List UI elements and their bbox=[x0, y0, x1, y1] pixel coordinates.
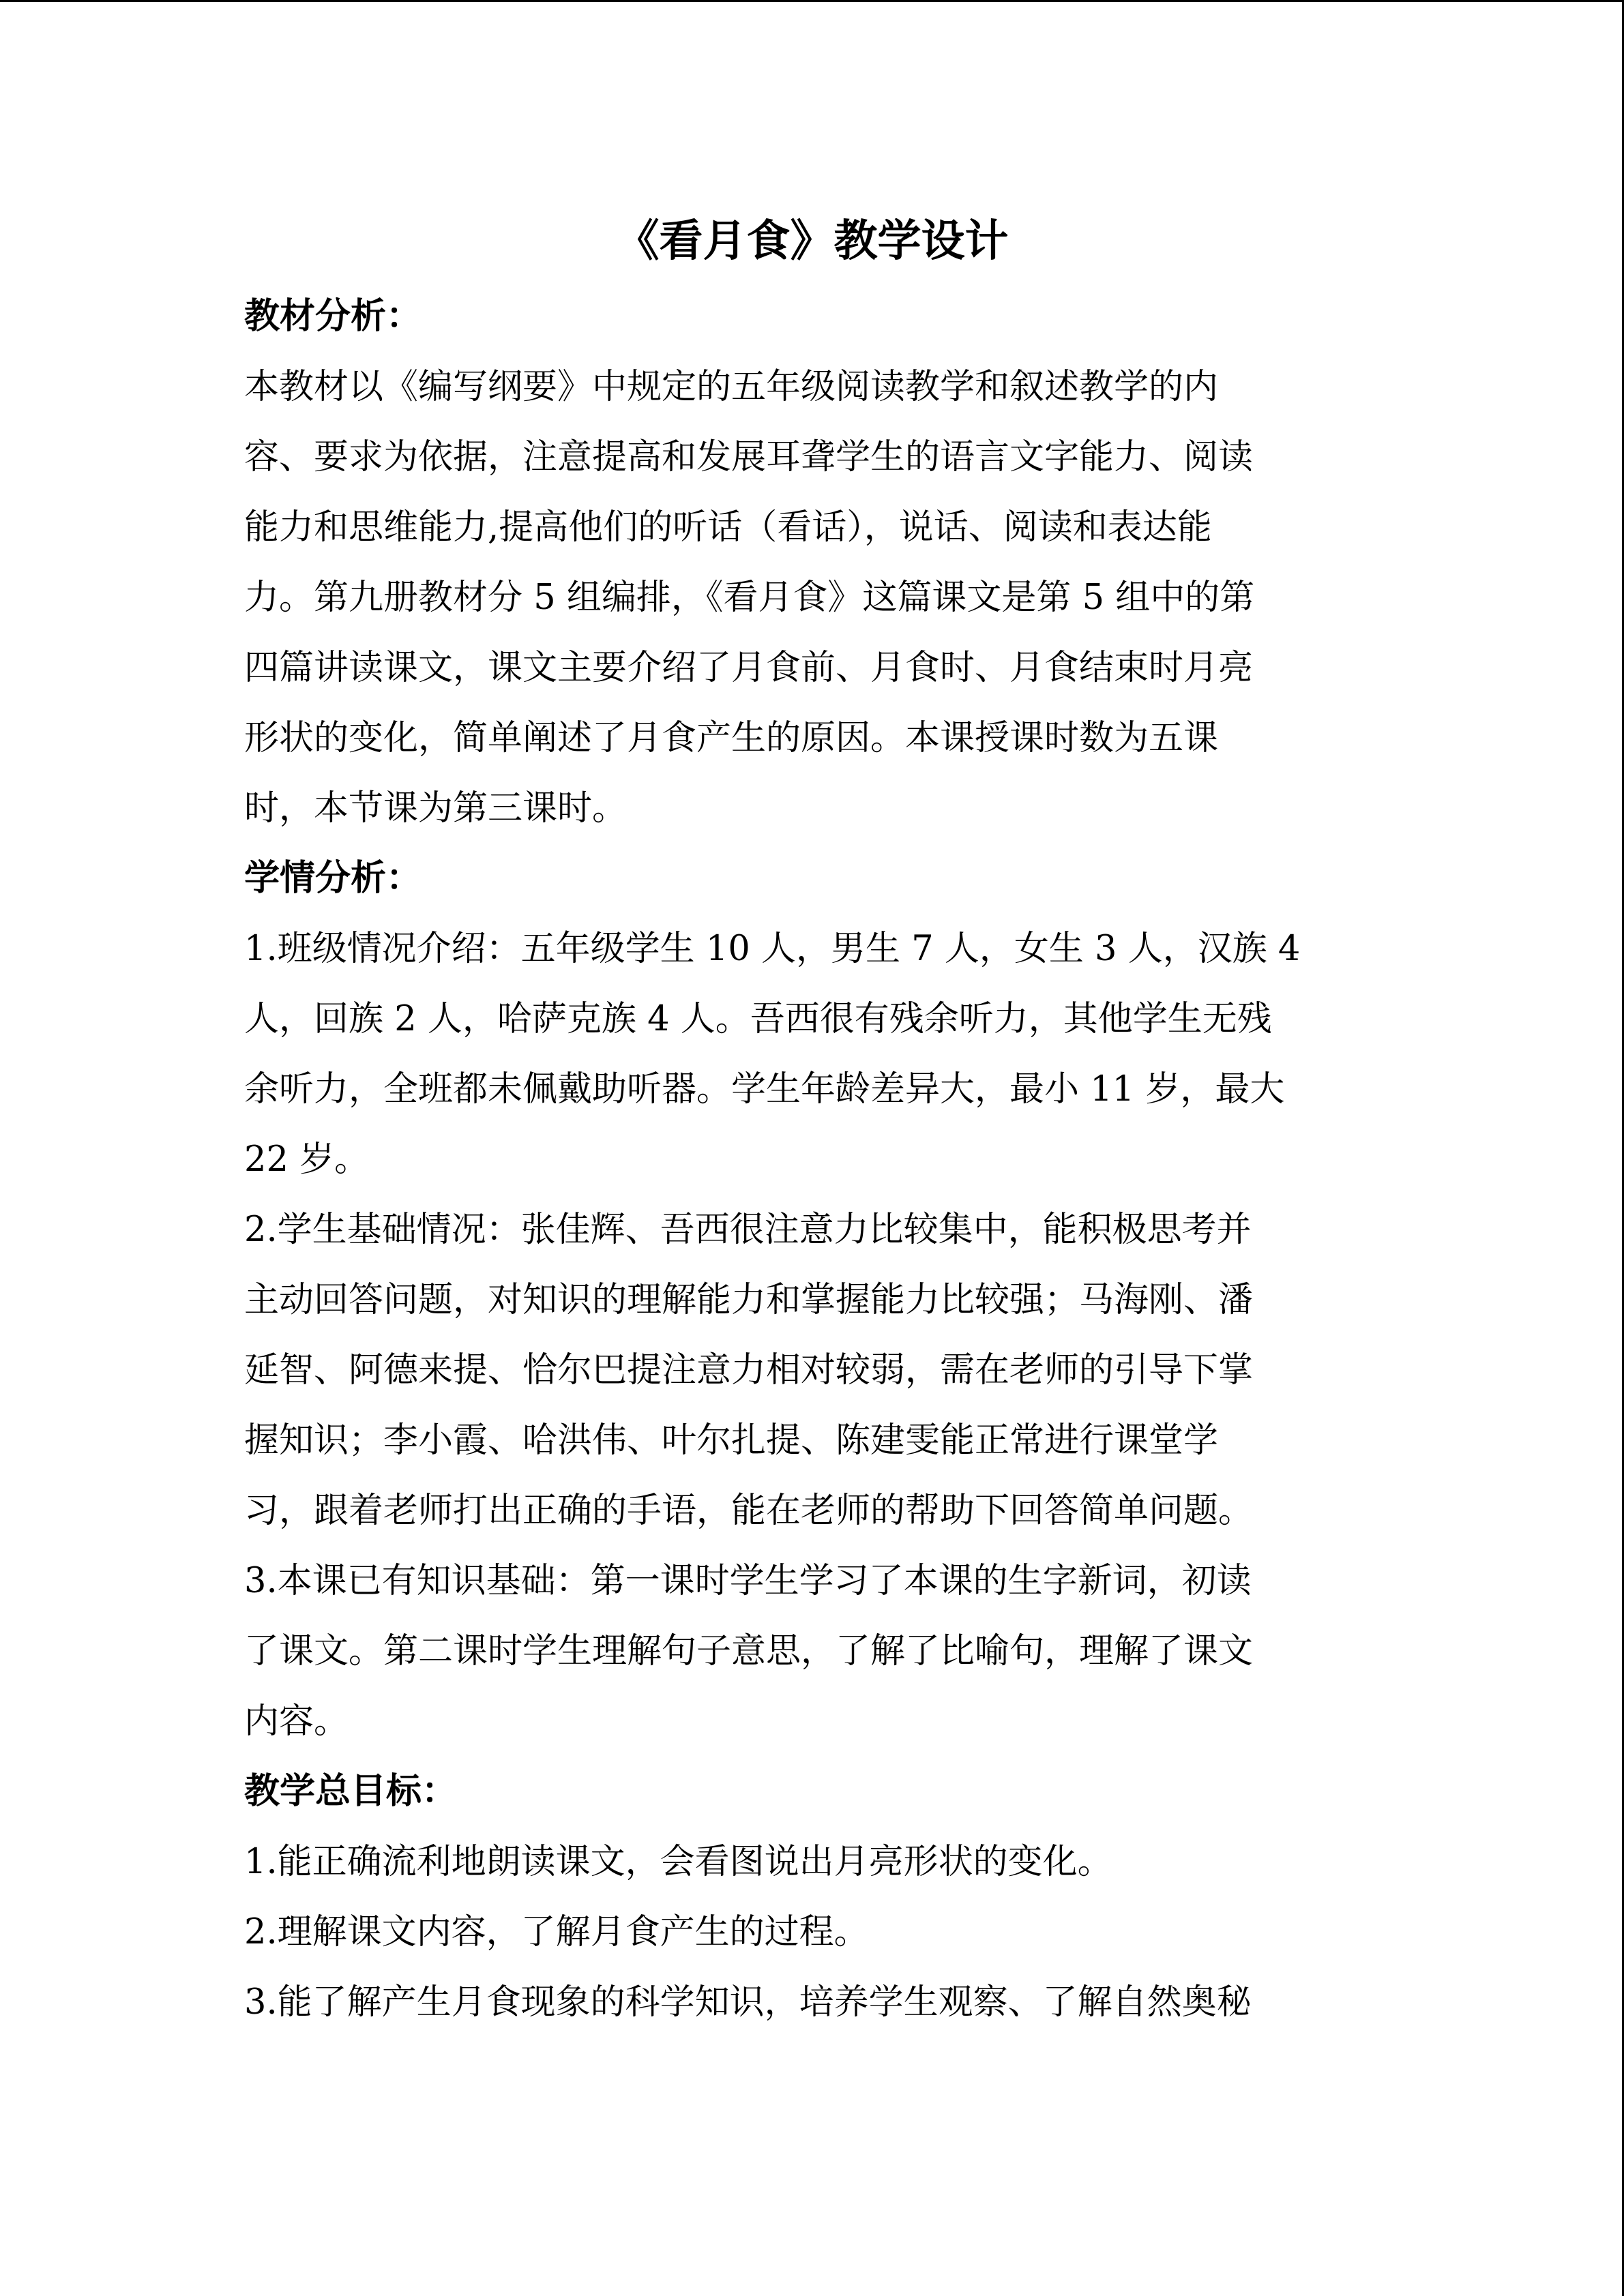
body-text-line: 形状的变化，简单阐述了月食产生的原因。本课授课时数为五课 bbox=[244, 718, 1219, 758]
body-text-line: 2.理解课文内容，了解月食产生的过程。 bbox=[244, 1912, 869, 1952]
document-title: 《看月食》教学设计 bbox=[615, 216, 1009, 267]
body-text-line: 主动回答问题，对知识的理解能力和掌握能力比较强；马海刚、潘 bbox=[244, 1280, 1254, 1320]
body-text-line: 时，本节课为第三课时。 bbox=[244, 788, 628, 829]
body-text-line: 22 岁。 bbox=[244, 1139, 370, 1180]
section-heading: 教材分析： bbox=[244, 296, 422, 337]
body-text-line: 余听力，全班都未佩戴助听器。学生年龄差异大，最小 11 岁，最大 bbox=[244, 1069, 1285, 1109]
body-text-line: 习，跟着老师打出正确的手语，能在老师的帮助下回答简单问题。 bbox=[244, 1491, 1254, 1531]
body-text-line: 延智、阿德来提、恰尔巴提注意力相对较弱，需在老师的引导下掌 bbox=[244, 1350, 1254, 1390]
body-text-line: 3.本课已有知识基础：第一课时学生学习了本课的生字新词，初读 bbox=[244, 1561, 1252, 1601]
body-text-line: 3.能了解产生月食现象的科学知识，培养学生观察、了解自然奥秘 bbox=[244, 1982, 1252, 2023]
section-heading: 学情分析： bbox=[244, 858, 422, 899]
body-text-line: 内容。 bbox=[244, 1701, 349, 1742]
body-text-line: 2.学生基础情况：张佳辉、吾西很注意力比较集中，能积极思考并 bbox=[244, 1210, 1252, 1250]
body-text-line: 握知识；李小霞、哈洪伟、叶尔扎提、陈建雯能正常进行课堂学 bbox=[244, 1420, 1219, 1461]
body-text-line: 1.能正确流利地朗读课文，会看图说出月亮形状的变化。 bbox=[244, 1842, 1112, 1882]
body-text-line: 人，回族 2 人，哈萨克族 4 人。吾西很有残余听力，其他学生无残 bbox=[244, 999, 1272, 1039]
body-text-line: 容、要求为依据，注意提高和发展耳聋学生的语言文字能力、阅读 bbox=[244, 437, 1254, 477]
body-text-line: 本教材以《编写纲要》中规定的五年级阅读教学和叙述教学的内 bbox=[244, 367, 1219, 407]
document-body bbox=[244, 282, 1376, 2038]
body-text-line: 1.班级情况介绍：五年级学生 10 人，男生 7 人，女生 3 人，汉族 4 bbox=[244, 929, 1301, 969]
body-text-line: 力。第九册教材分 5 组编排，《看月食》这篇课文是第 5 组中的第 bbox=[244, 578, 1255, 618]
body-text-line: 了课文。第二课时学生理解句子意思，了解了比喻句，理解了课文 bbox=[244, 1631, 1254, 1671]
body-text-line: 能力和思维能力,提高他们的听话（看话），说话、阅读和表达能 bbox=[244, 507, 1212, 548]
body-text-line: 四篇讲读课文，课文主要介绍了月食前、月食时、月食结束时月亮 bbox=[244, 648, 1254, 688]
section-heading: 教学总目标： bbox=[244, 1771, 458, 1812]
